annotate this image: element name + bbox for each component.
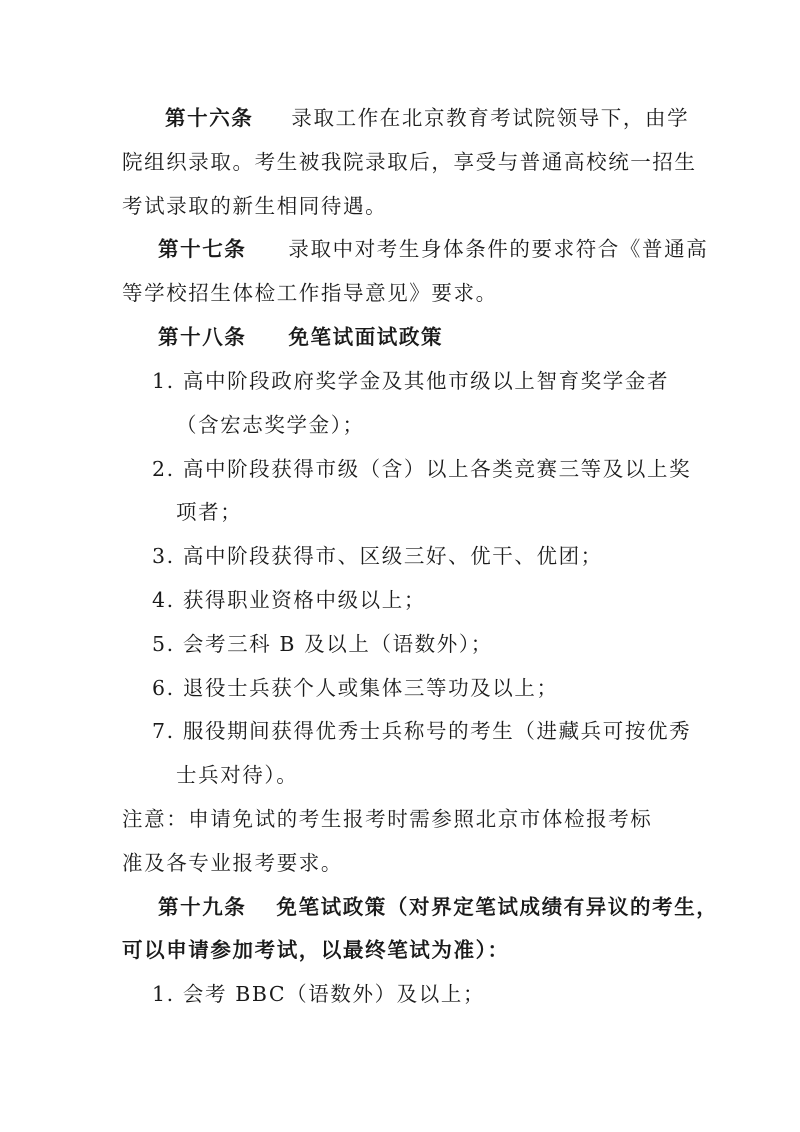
article-19-line-1 (158, 892, 718, 922)
article-16-line-3: 考试录取的新生相同待遇。 (122, 194, 388, 218)
article-18-item-4: 4. 获得职业资格中级以上； (152, 588, 426, 612)
article-17-line-1 (158, 234, 708, 264)
article-16-line-2: 院组织录取。考生被我院录取后，享受与普通高校统一招生 (122, 150, 697, 174)
note-line-1: 注意：申请免试的考生报考时需参照北京市体检报考标 (122, 807, 653, 831)
article-19-item-1: 1. 会考 BBC（语数外）及以上； (152, 982, 486, 1006)
article-18-item-3: 3. 高中阶段获得市、区级三好、优干、优团； (152, 544, 603, 568)
article-17-line-2: 等学校招生体检工作指导意见》要求。 (122, 281, 498, 305)
article-18-title: 免笔试面试政策 (288, 325, 444, 349)
article-19-label: 第十九条 (158, 895, 247, 919)
article-18-item-6: 6. 退役士兵获个人或集体三等功及以上； (152, 676, 559, 700)
article-18-label: 第十八条 (158, 325, 247, 349)
article-18-item-7-cont: 士兵对待）。 (176, 763, 299, 787)
article-19-text-1: 免笔试政策（对界定笔试成绩有异议的考生， (276, 895, 719, 919)
article-18-item-1: 1. 高中阶段政府奖学金及其他市级以上智育奖学金者 (152, 369, 670, 393)
article-18-item-2: 2. 高中阶段获得市级（含）以上各类竞赛三等及以上奖 (152, 457, 692, 481)
article-16-line-1 (165, 103, 689, 133)
article-16-label: 第十六条 (165, 106, 254, 130)
article-18-heading (158, 322, 443, 352)
article-18-item-5: 5. 会考三科 B 及以上（语数外）； (152, 632, 493, 656)
article-19-line-2: 可以申请参加考试，以最终笔试为准）： (122, 938, 510, 962)
article-17-label: 第十七条 (158, 237, 247, 261)
article-16-text-1: 录取工作在北京教育考试院领导下，由学 (291, 106, 690, 130)
article-18-item-1-cont: （含宏志奖学金）； (176, 413, 365, 437)
article-18-item-7: 7. 服役期间获得优秀士兵称号的考生（进藏兵可按优秀 (152, 719, 692, 743)
article-17-text-1: 录取中对考生身体条件的要求符合《普通高 (288, 237, 709, 261)
article-18-item-2-cont: 项者； (176, 500, 243, 524)
note-line-2: 准及各专业报考要求。 (122, 851, 343, 875)
